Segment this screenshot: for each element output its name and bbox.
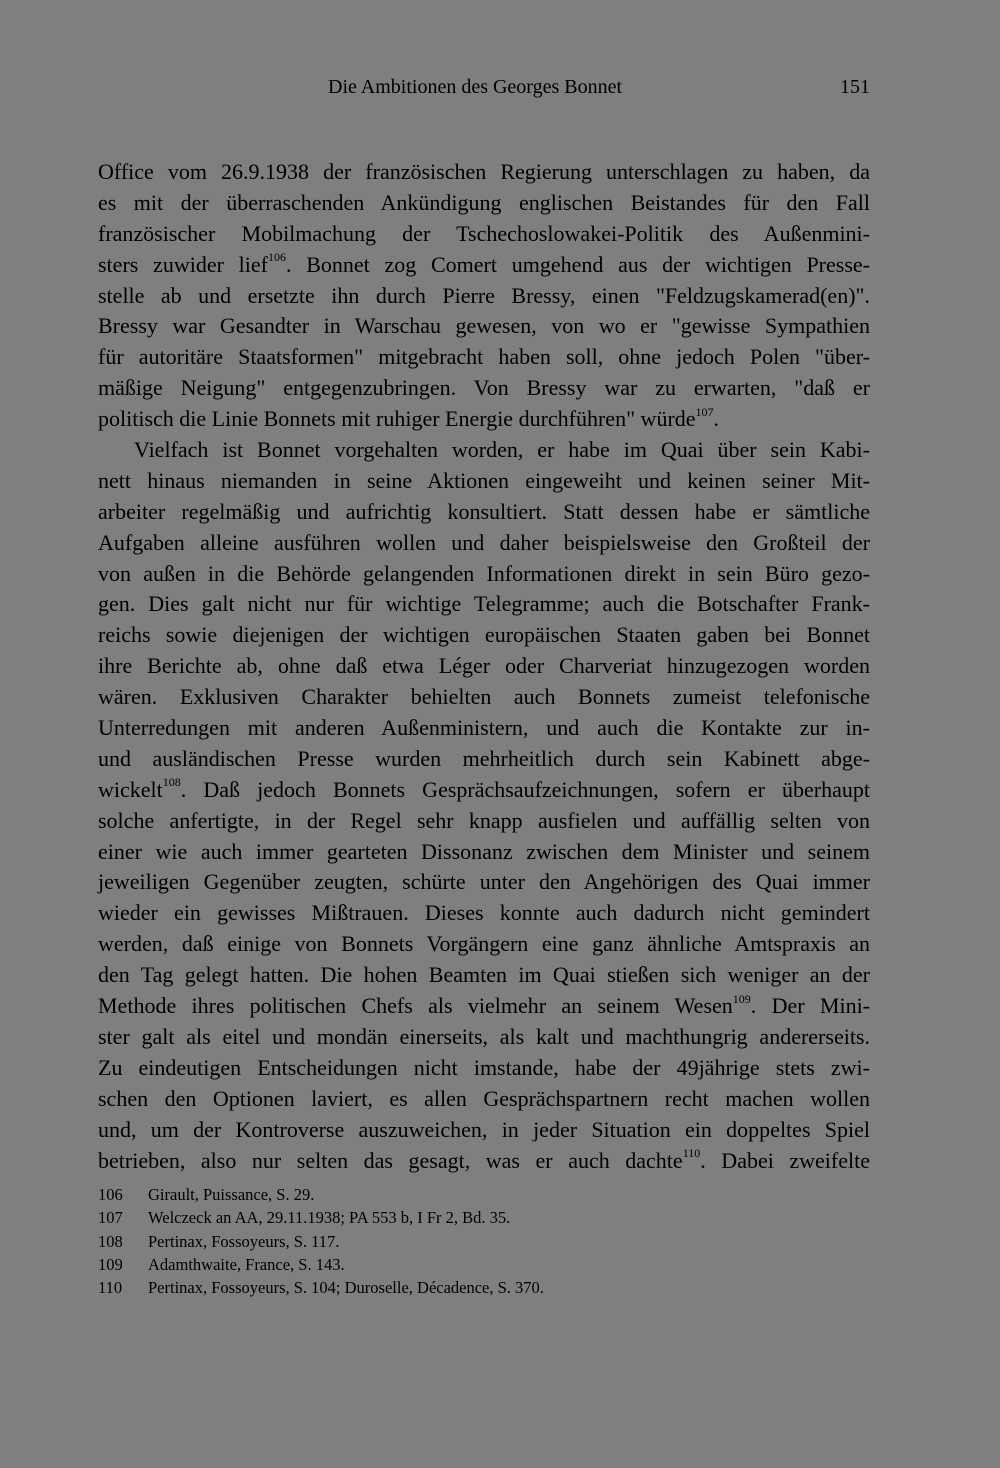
footnote-number: 106 <box>98 1185 123 1204</box>
text-line <box>98 528 870 559</box>
text-line <box>98 837 870 868</box>
text-line <box>98 281 870 312</box>
text-line <box>98 219 870 250</box>
line-text: Vielfach ist Bonnet vorgehalten worden, er habe im Quai über sein Kabi- <box>134 437 870 463</box>
footnote <box>98 1206 870 1229</box>
line-text: Zu eindeutigen Entscheidungen nicht imstande, habe der 49jährige stets zwi- <box>98 1054 870 1080</box>
text-line <box>98 311 870 342</box>
footnote-ref: 107 <box>695 404 714 419</box>
line-text: werden, daß einige von Bonnets Vorgängern eine ganz ähnliche Amtspraxis an <box>98 931 870 957</box>
text-line <box>98 991 870 1022</box>
line-text: arbeiter regelmäßig und aufrichtig konsultiert. Statt dessen habe er sämtliche <box>98 498 870 524</box>
text-line <box>98 806 870 837</box>
line-text-continued: . <box>713 406 720 432</box>
text-line <box>98 435 870 466</box>
line-text: wickelt <box>98 776 163 802</box>
text-line <box>98 1022 870 1053</box>
line-text-continued: . Dabei zweifelte <box>700 1147 870 1173</box>
line-text: französischer Mobilmachung der Tschechoslowakei-Politik des Außenmini- <box>98 220 870 246</box>
text-line <box>98 713 870 744</box>
line-text: wären. Exklusiven Charakter behielten auch Bonnets zumeist telefonische <box>98 684 870 710</box>
text-line <box>98 1146 870 1177</box>
footnote-text: Girault, Puissance, S. 29. <box>148 1185 315 1204</box>
running-title: Die Ambitionen des Georges Bonnet <box>328 76 623 98</box>
text-line <box>98 188 870 219</box>
line-text: sters zuwider lief <box>98 251 268 277</box>
footnote-ref: 110 <box>682 1146 701 1161</box>
footnote-number: 109 <box>98 1254 123 1274</box>
line-text: es mit der überraschenden Ankündigung englischen Beistandes für den Fall <box>98 189 870 215</box>
text-line <box>98 466 870 497</box>
line-text: und, um der Kontroverse auszuweichen, in jeder Situation ein doppeltes Spiel <box>98 1116 870 1142</box>
footnote <box>98 1183 870 1206</box>
footnote-number: 107 <box>98 1208 123 1228</box>
running-head <box>98 76 870 106</box>
footnotes <box>98 1183 870 1299</box>
line-text: betrieben, also nur selten das gesagt, was er auch dachte <box>98 1147 683 1173</box>
text-line <box>98 744 870 775</box>
footnote-text: Welczeck an AA, 29.11.1938; PA 553 b, I Fr 2, Bd. 35. <box>148 1208 511 1228</box>
text-line <box>98 559 870 590</box>
line-text: jeweiligen Gegenüber zeugten, schürte unter den Angehörigen des Quai immer <box>98 869 870 895</box>
line-text: Methode ihres politischen Chefs als vielmehr an seinem Wesen <box>98 993 733 1019</box>
line-text: einer wie auch immer gearteten Dissonanz zwischen dem Minister und seinem <box>98 838 870 864</box>
footnote-ref: 109 <box>732 991 751 1006</box>
line-text: Bressy war Gesandter in Warschau gewesen, von wo er "gewisse Sympathien <box>98 313 870 339</box>
line-text-continued: . Daß jedoch Bonnets Gesprächsaufzeichnungen, sofern er überhaupt <box>180 776 870 802</box>
line-text: stelle ab und ersetzte ihn durch Pierre Bressy, einen "Feldzugskamerad(en)". <box>98 282 870 308</box>
text-line <box>98 589 870 620</box>
text-line <box>98 1115 870 1146</box>
footnote-text: Adamthwaite, France, S. 143. <box>148 1254 345 1274</box>
text-line <box>98 898 870 929</box>
line-text: reichs sowie diejenigen der wichtigen europäischen Staaten gaben bei Bonnet <box>98 622 870 648</box>
text-line <box>98 250 870 281</box>
footnote <box>98 1276 870 1299</box>
footnote <box>98 1253 870 1276</box>
line-text: für autoritäre Staatsformen" mitgebracht haben soll, ohne jedoch Polen "über- <box>98 344 870 370</box>
text-line <box>98 1084 870 1115</box>
footnote-text: Pertinax, Fossoyeurs, S. 104; Duroselle, Décadence, S. 370. <box>148 1278 544 1298</box>
line-text: Unterredungen mit anderen Außenministern, und auch die Kontakte zur in- <box>98 715 870 741</box>
footnote-ref: 106 <box>267 250 286 265</box>
text-line <box>98 1053 870 1084</box>
footnote-number: 110 <box>98 1278 123 1298</box>
line-text: ster galt als eitel und mondän einerseits, als kalt und machthungrig andererseits. <box>98 1023 870 1049</box>
line-text: Office vom 26.9.1938 der französischen Regierung unterschlagen zu haben, da <box>98 159 870 184</box>
footnote <box>98 1230 870 1253</box>
text-line <box>98 497 870 528</box>
text-line <box>98 157 870 188</box>
line-text: wieder ein gewisses Mißtrauen. Dieses konnte auch dadurch nicht gemindert <box>98 900 870 926</box>
text-line <box>98 775 870 806</box>
text-line <box>98 929 870 960</box>
page-number: 151 <box>840 76 870 98</box>
line-text: mäßige Neigung" entgegenzubringen. Von Bressy war zu erwarten, "daß er <box>98 375 870 401</box>
text-line <box>98 404 870 435</box>
footnote-ref: 108 <box>162 775 181 790</box>
line-text: und ausländischen Presse wurden mehrheitlich durch sein Kabinett abge- <box>98 745 870 771</box>
text-line <box>98 651 870 682</box>
footnote-text: Pertinax, Fossoyeurs, S. 117. <box>148 1231 340 1251</box>
line-text: nett hinaus niemanden in seine Aktionen eingeweiht und keinen seiner Mit- <box>98 467 870 493</box>
line-text: schen den Optionen laviert, es allen Gesprächspartnern recht machen wollen <box>98 1085 870 1111</box>
line-text-continued: . Bonnet zog Comert umgehend aus der wichtigen Presse- <box>285 251 870 277</box>
text-line <box>98 342 870 373</box>
text-line <box>98 960 870 991</box>
body-text <box>98 157 870 1176</box>
line-text: solche anfertigte, in der Regel sehr knapp ausfielen und auffällig selten von <box>98 807 870 833</box>
footnote-number: 108 <box>98 1231 123 1251</box>
text-line <box>98 373 870 404</box>
line-text: von außen in die Behörde gelangenden Informationen direkt in sein Büro gezo- <box>98 560 870 586</box>
line-text: gen. Dies galt nicht nur für wichtige Telegramme; auch die Botschafter Frank- <box>98 591 870 617</box>
line-text: den Tag gelegt hatten. Die hohen Beamten im Quai stießen sich weniger an der <box>98 962 870 988</box>
text-line <box>98 682 870 713</box>
line-text: Aufgaben alleine ausführen wollen und daher beispielsweise den Großteil der <box>98 529 870 555</box>
line-text: ihre Berichte ab, ohne daß etwa Léger oder Charveriat hinzugezogen worden <box>98 653 870 679</box>
text-line <box>98 867 870 898</box>
line-text: politisch die Linie Bonnets mit ruhiger Energie durchführen" würde <box>98 406 696 432</box>
text-line <box>98 620 870 651</box>
line-text-continued: . Der Mini- <box>750 993 871 1019</box>
